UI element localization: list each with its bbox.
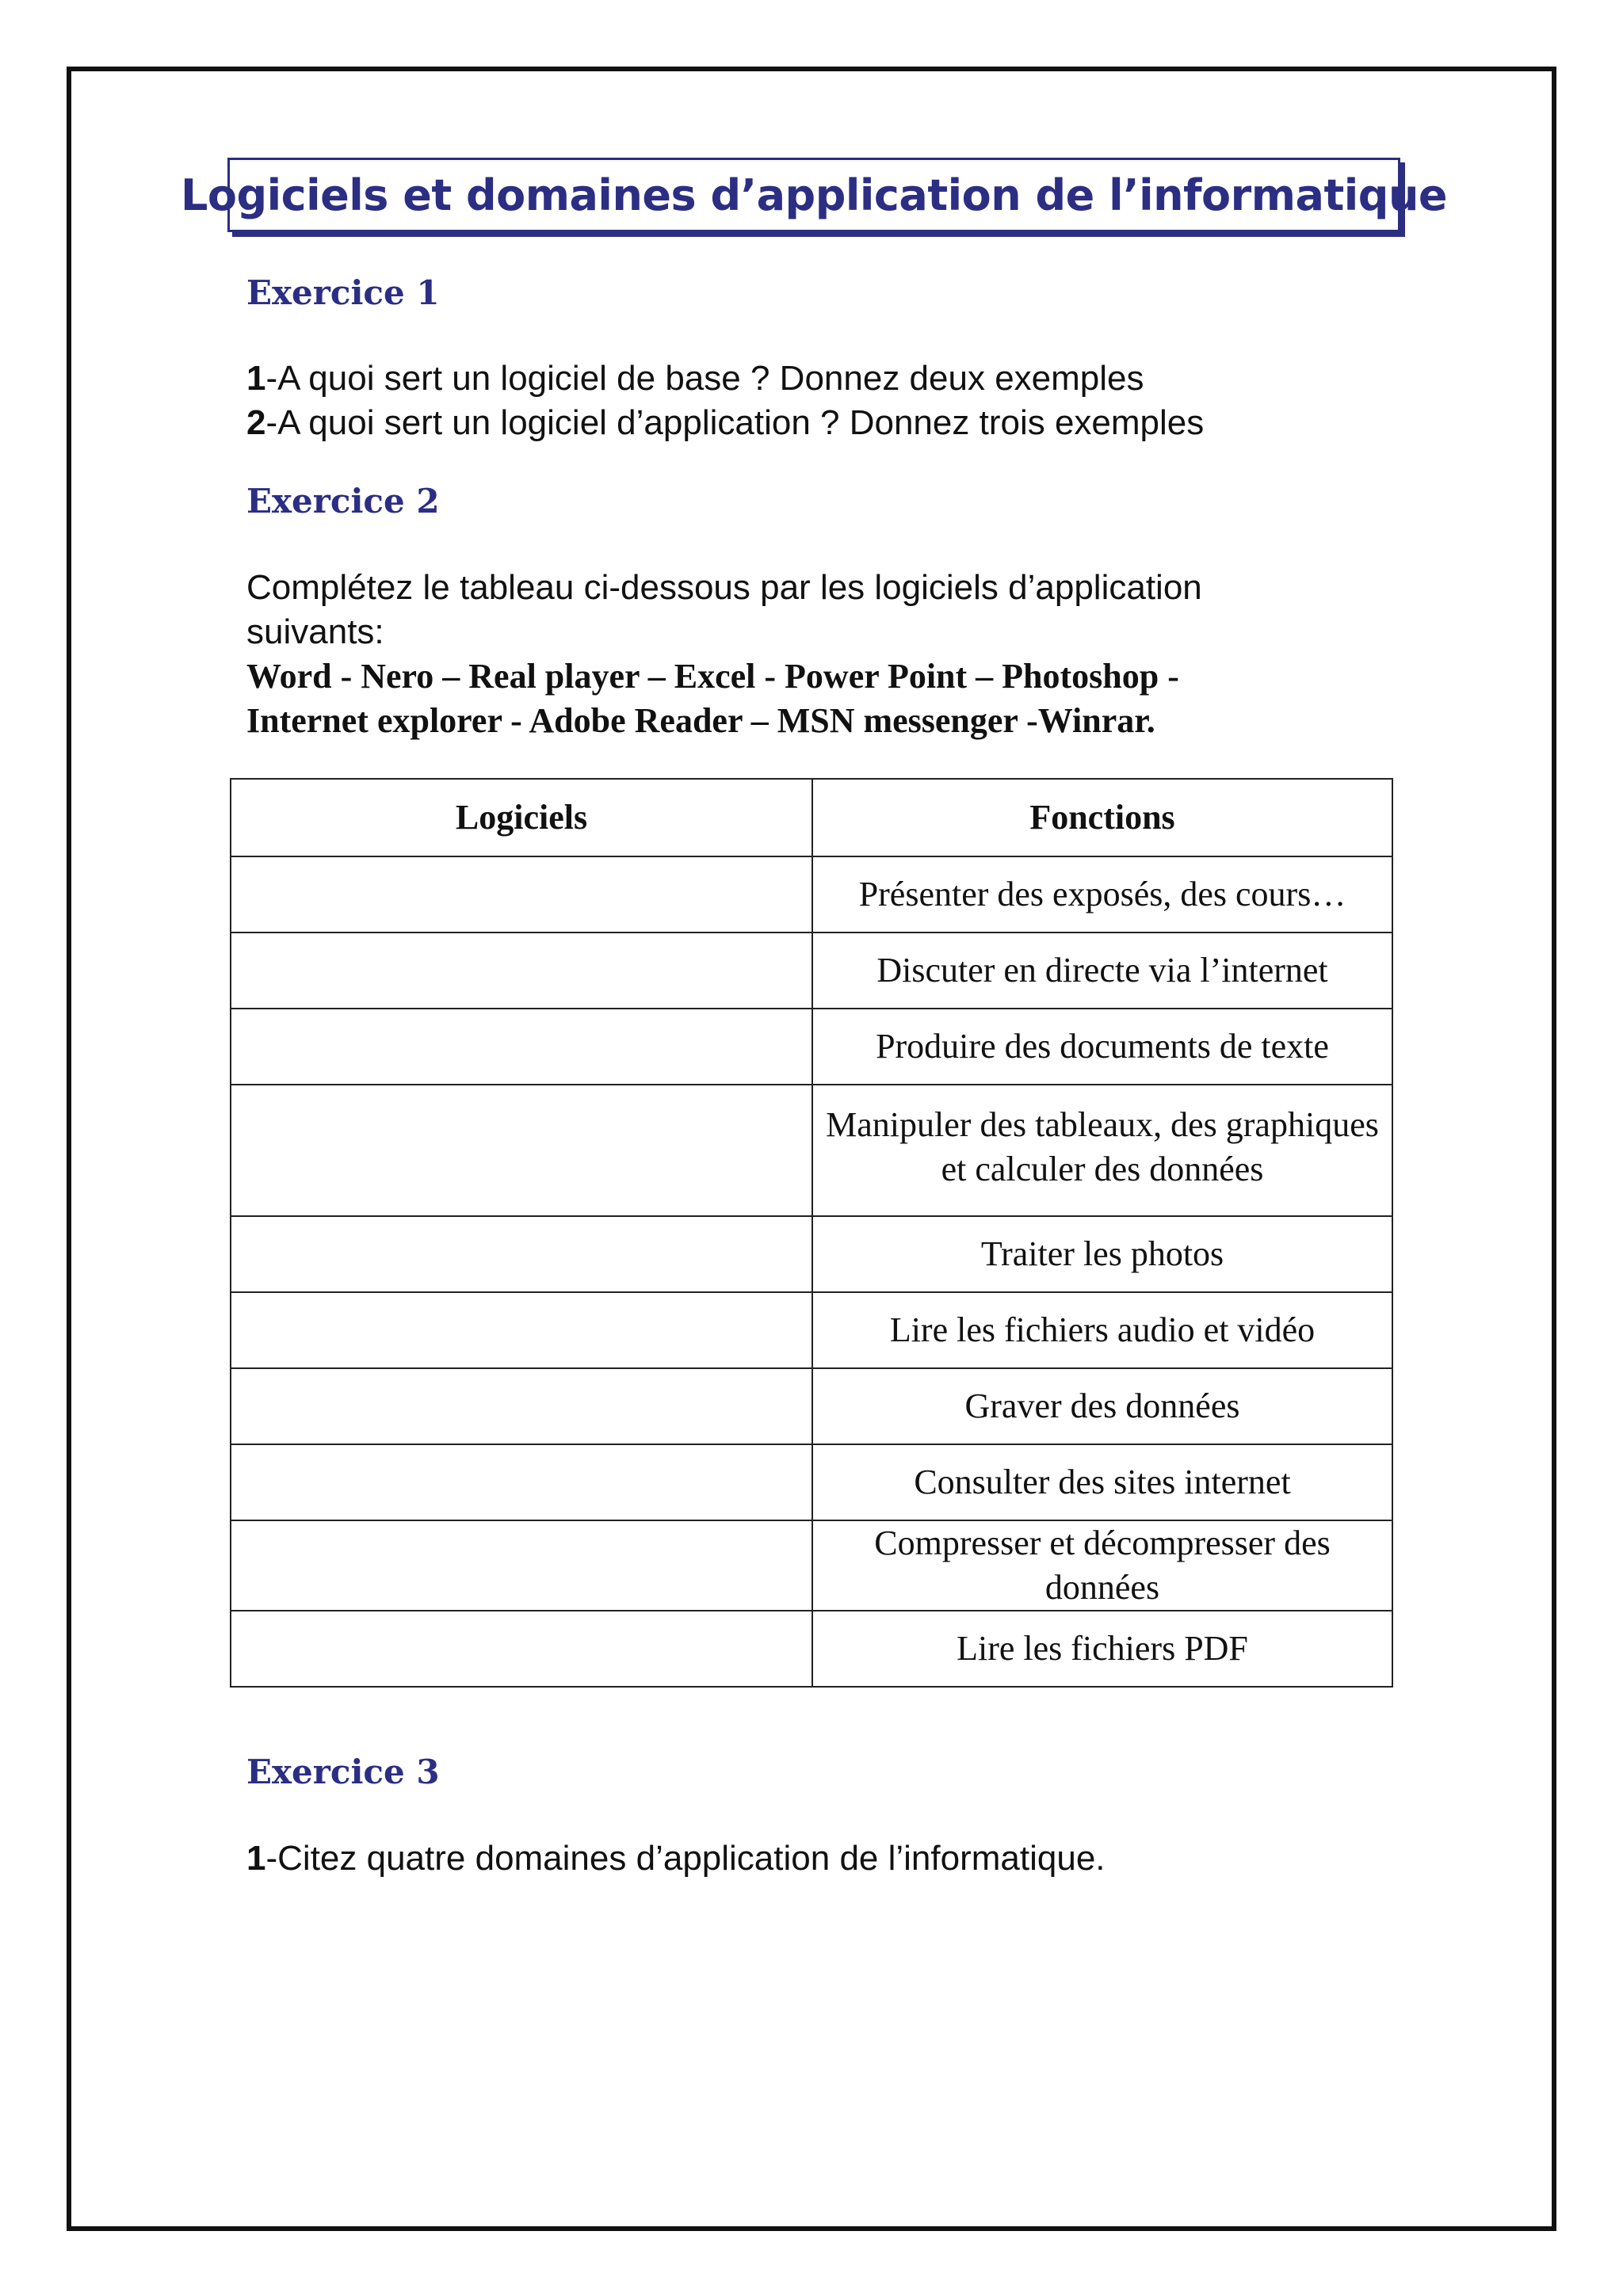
table-row <box>231 1368 1392 1444</box>
software-cell[interactable] <box>231 1368 812 1444</box>
title-box <box>180 158 1448 232</box>
software-cell[interactable] <box>231 1611 812 1687</box>
header-logiciels: Logiciels <box>231 779 812 856</box>
function-cell: Lire les fichiers PDF <box>812 1611 1392 1687</box>
exercise1-question1 <box>246 357 1403 401</box>
table-header-row <box>231 779 1392 856</box>
exercise3-q1-text: -Citez quatre domaines d’application de l’informatique. <box>265 1839 1106 1878</box>
function-cell: Graver des données <box>812 1368 1392 1444</box>
exercise1-q2-text: -A quoi sert un logiciel d’application ? Donnez trois exemples <box>265 403 1205 442</box>
function-cell: Présenter des exposés, des cours… <box>812 856 1392 933</box>
table-row <box>231 1444 1392 1520</box>
software-cell[interactable] <box>231 856 812 933</box>
table-row <box>231 1216 1392 1292</box>
software-cell[interactable] <box>231 1444 812 1520</box>
table-row <box>231 856 1392 933</box>
software-cell[interactable] <box>231 933 812 1009</box>
function-cell: Traiter les photos <box>812 1216 1392 1292</box>
software-list-line2: Internet explorer - Adobe Reader – MSN messenger -Winrar. <box>246 701 1155 740</box>
table-row <box>231 1085 1392 1216</box>
software-cell[interactable] <box>231 1520 812 1611</box>
software-function-table <box>230 778 1393 1688</box>
software-cell[interactable] <box>231 1292 812 1368</box>
exercise3-question1 <box>246 1836 1403 1881</box>
table-row <box>231 933 1392 1009</box>
exercise1-q1-text: -A quoi sert un logiciel de base ? Donnez deux exemples <box>265 359 1144 398</box>
table-row <box>231 1611 1392 1687</box>
exercise1-q1-number: 1 <box>246 359 266 398</box>
software-cell[interactable] <box>231 1085 812 1216</box>
function-cell: Lire les fichiers audio et vidéo <box>812 1292 1392 1368</box>
table-row <box>231 1009 1392 1085</box>
exercise3-heading: Exercice 3 <box>246 1753 440 1791</box>
software-cell[interactable] <box>231 1216 812 1292</box>
function-cell: Manipuler des tableaux, des graphiques et calculer des données <box>812 1085 1392 1216</box>
function-cell: Produire des documents de texte <box>812 1009 1392 1085</box>
software-list-line1: Word - Nero – Real player – Excel - Power Point – Photoshop - <box>246 657 1179 696</box>
exercise2-heading: Exercice 2 <box>246 482 440 521</box>
exercise3-q1-number: 1 <box>246 1839 266 1878</box>
page-title: Logiciels et domaines d’application de l’informatique <box>180 170 1448 220</box>
function-cell: Consulter des sites internet <box>812 1444 1392 1520</box>
table-row <box>231 1520 1392 1611</box>
exercise1-question2 <box>246 401 1403 445</box>
exercise2-instruction: Complétez le tableau ci-dessous par les logiciels d’application suivants: <box>246 568 1202 651</box>
software-cell[interactable] <box>231 1009 812 1085</box>
header-fonctions: Fonctions <box>812 779 1392 856</box>
function-cell: Compresser et décompresser des données <box>812 1520 1392 1611</box>
table-row <box>231 1292 1392 1368</box>
exercise1-q2-number: 2 <box>246 403 266 442</box>
function-cell: Discuter en directe via l’internet <box>812 933 1392 1009</box>
exercise1-heading: Exercice 1 <box>246 273 440 312</box>
